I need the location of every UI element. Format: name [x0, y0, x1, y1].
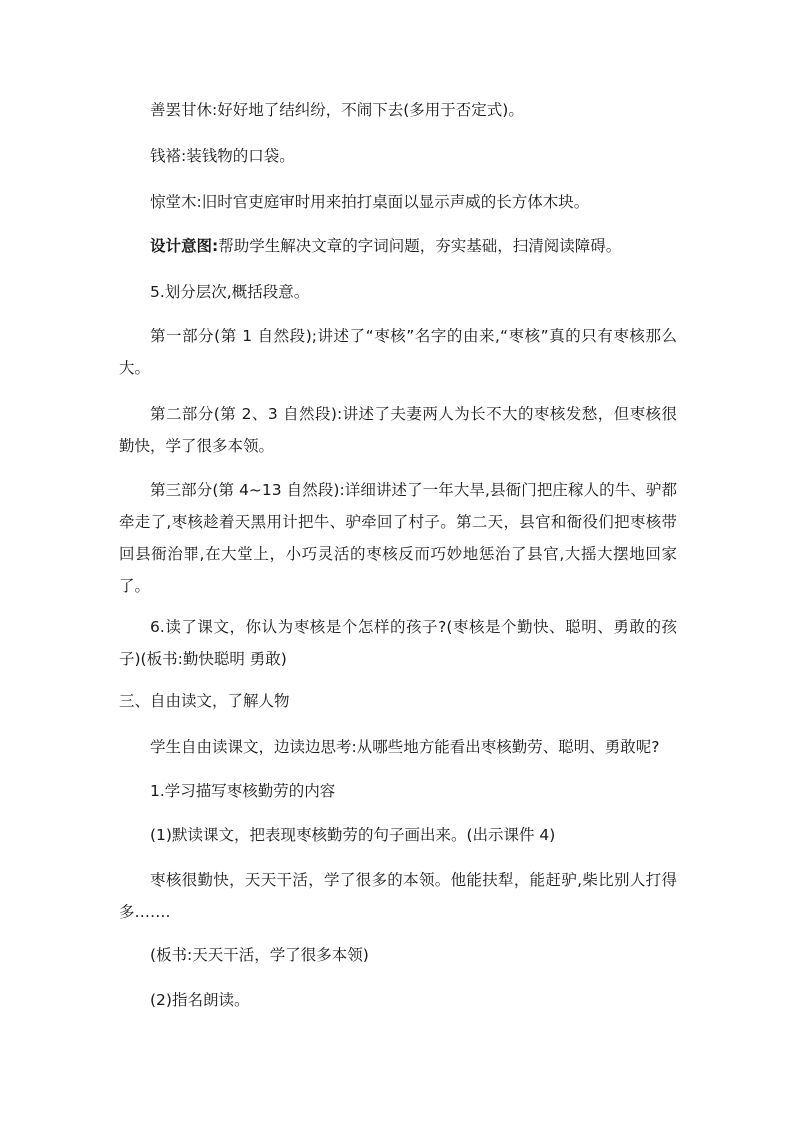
design-intent-paragraph [119, 230, 677, 262]
part-two-summary: 第二部分(第 2、3 自然段):讲述了夫妻两人为长不大的枣核发愁，但枣核很勤快，学了很多本领。 [119, 405, 677, 455]
glossary-jingtangmu: 惊堂木:旧时官吏庭审时用来拍打桌面以显示声威的长方体木块。 [150, 193, 590, 211]
glossary-qianda: 钱褡:装钱物的口袋。 [150, 147, 295, 165]
free-reading-instruction: 学生自由读课文，边读边思考:从哪些地方能看出枣核勤劳、聪明、勇敢呢? [150, 738, 660, 756]
design-intent-label: 设计意图: [150, 237, 219, 255]
quoted-sentence: 枣核很勤快，天天干活，学了很多的本领。他能扶犁，能赶驴,柴比别人打得多……. [119, 871, 677, 921]
read-aloud-task: (2)指名朗读。 [150, 991, 250, 1009]
part-three-summary: 第三部分(第 4~13 自然段):详细讲述了一年大旱,县衙门把庄稼人的牛、驴都牵走了,枣核趁着天黑用计把牛、驴牵回了村子。第二天，县官和衙役们把枣核带回县衙治罪,在大堂上，小巧灵活的枣核反而巧妙地惩治了县官,大摇大摆地回家了。 [119, 481, 677, 595]
section-three-heading: 三、自由读文，了解人物 [119, 692, 290, 710]
blackboard-note: (板书:天天干活，学了很多本领) [150, 946, 369, 964]
part-one-summary: 第一部分(第 1 自然段);讲述了“枣核”名字的由来,“枣核”真的只有枣核那么大。 [119, 327, 677, 377]
silent-reading-task: (1)默读课文，把表现枣核勤劳的句子画出来。(出示课件 4) [150, 826, 556, 844]
design-intent-text: 帮助学生解决文章的字词问题，夯实基础，扫清阅读障碍。 [218, 237, 622, 255]
glossary-shanba-ganxiu: 善罢甘休:好好地了结纠纷，不闹下去(多用于否定式)。 [150, 101, 524, 119]
step-5-heading: 5.划分层次,概括段意。 [150, 283, 310, 301]
step-1-heading: 1.学习描写枣核勤劳的内容 [150, 782, 336, 800]
step-6-question: 6.读了课文，你认为枣核是个怎样的孩子?(枣核是个勤快、聪明、勇敢的孩子)(板书:勤快聪明 勇敢) [119, 618, 677, 668]
